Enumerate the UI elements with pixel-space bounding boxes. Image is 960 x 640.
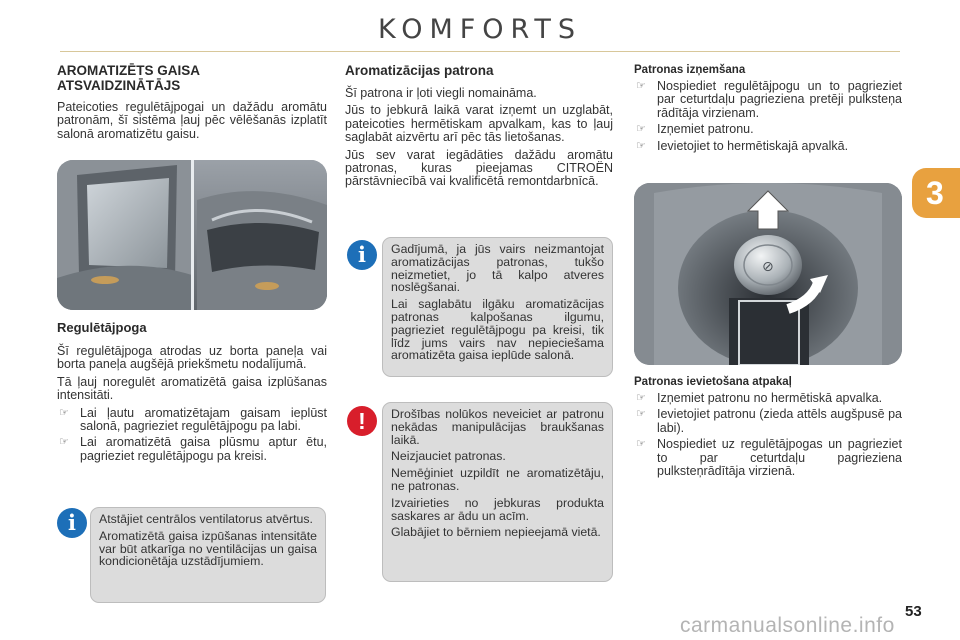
header-divider [60, 51, 900, 52]
col1-header [57, 63, 327, 145]
pointing-finger-icon: ☞ [59, 436, 69, 449]
list-item [634, 438, 902, 478]
warning-icon: ! [347, 406, 377, 436]
removal-title: Patronas izņemšana [634, 64, 746, 76]
cartridge-photo [634, 183, 902, 365]
info-box-cartridge [382, 237, 613, 377]
col3-removal [634, 64, 902, 156]
col3-refit [634, 376, 902, 481]
col1-body [57, 320, 327, 466]
pointing-finger-icon: ☞ [636, 80, 646, 92]
pointing-finger-icon: ☞ [636, 408, 646, 421]
list-item-text: Ievietojiet to hermētiskajā apvalkā. [657, 138, 849, 153]
list-item [57, 436, 327, 463]
pointing-finger-icon: ☞ [59, 406, 69, 419]
list-item [634, 392, 902, 405]
subsection-title: Regulētājpoga [57, 320, 147, 335]
list-item [634, 80, 902, 120]
chapter-tab [912, 168, 960, 218]
watermark-text: carmanualsonline.info [680, 614, 895, 637]
page-number: 53 [905, 603, 922, 620]
list-item-text: Izņemiet patronu. [657, 122, 754, 137]
section-title-line1: AROMATIZĒTS GAISA [57, 63, 200, 78]
col2-body [345, 63, 613, 193]
pointing-finger-icon: ☞ [636, 123, 646, 136]
list-item-text: Nospiediet uz regulētājpogas un pagrieziet to par ceturtdaļu pagrieziena pulksteņrādītāja virzienā. [657, 437, 902, 479]
intro-paragraph: Pateicoties regulētājpogai un dažādu aromātu patronām, šī sistēma ļauj pēc vēlēšanās izplatīt salonā aromatizētu gaisu. [57, 100, 327, 141]
list-item [634, 123, 902, 136]
warning-text: Drošības nolūkos neveiciet ar patronu nekādas manipulācijas braukšanas laikā. [391, 407, 604, 447]
refit-list [634, 392, 902, 478]
paragraph-storage: Jūs to jebkurā laikā varat izņemt un uzglabāt, pateicoties hermētiskam apvalkam, kas to ļauj saglabāt aizvērtu arī pēc tās lietošanas. [345, 103, 613, 145]
list-item [634, 408, 902, 435]
warning-text: Izvairieties no jebkuras produkta saskares ar ādu un acīm. [391, 495, 604, 523]
refit-title: Patronas ievietošana atpakaļ [634, 376, 792, 388]
list-item-text: Nospiediet regulētājpogu un to pagrieziet par ceturtdaļu pagrieziena pretēji pulksteņa rādītāja virzienam. [657, 79, 902, 120]
chapter-number: 3 [926, 175, 944, 211]
info-text: Aromatizētā gaisa izpūšanas intensitāte var būt atkarīga no ventilācijas un gaisa kondicionētāja uzstādījumiem. [99, 528, 317, 569]
dashboard-illustration [57, 160, 327, 310]
warning-box-safety [382, 402, 613, 582]
info-box-ventilators [90, 507, 326, 603]
bullet-list [57, 407, 327, 464]
page-header-title: KOMFORTS [378, 14, 582, 45]
paragraph-purchase: Jūs sev varat iegādāties dažādu aromātu patronas, kuras pieejamas CITROËN pārstāvniecībā vai kvalificētā remontdarbnīcā. [345, 147, 613, 189]
list-item [57, 407, 327, 434]
warning-text: Neizjauciet patronas. [391, 449, 506, 464]
cartridge-illustration [634, 183, 902, 365]
cartridge-section-title: Aromatizācijas patrona [345, 63, 494, 78]
info-icon: i [57, 508, 87, 538]
svg-text:⊘: ⊘ [762, 259, 774, 275]
list-item-text: Lai ļautu aromatizētajam gaisam ieplūst salonā, pagrieziet regulētājpogu pa labi. [80, 405, 327, 434]
list-item-text: Ievietojiet patronu (zieda attēls augšpusē pa labi). [657, 407, 902, 435]
info-text: Atstājiet centrālos ventilatorus atvērtus. [99, 512, 313, 526]
pointing-finger-icon: ☞ [636, 392, 646, 404]
section-title-line2: ATSVAIDZINĀTĀJS [57, 78, 181, 93]
info-icon: i [347, 240, 377, 270]
list-item [634, 140, 902, 153]
pointing-finger-icon: ☞ [636, 139, 646, 152]
warning-text: Glabājiet to bērniem nepieejamā vietā. [391, 525, 601, 540]
list-item-text: Izņemiet patronu no hermētiskā apvalka. [657, 391, 883, 405]
warning-text: Nemēģiniet uzpildīt ne aromatizētāju, ne patronas. [391, 466, 604, 493]
pointing-finger-icon: ☞ [636, 438, 646, 451]
paragraph-location: Šī regulētājpoga atrodas uz borta paneļa vai borta paneļa augšējā priekšmetu nodalījumā. [57, 344, 327, 372]
paragraph-replace: Šī patrona ir ļoti viegli nomaināma. [345, 86, 537, 100]
list-item-text: Lai aromatizētā gaisa plūsmu aptur ētu, pagrieziet regulētājpogu pa kreisi. [80, 435, 327, 463]
paragraph-intensity: Tā ļauj noregulēt aromatizētā gaisa izplūšanas intensitāti. [57, 374, 327, 403]
info-text: Lai saglabātu ilgāku aromatizācijas patronas kalpošanas ilgumu, pagrieziet regulētājpogu pa kreisi, tik līdz jums vairs nav nepieciešama aromatizēta gaisa ieplūde salonā. [391, 297, 604, 363]
removal-list [634, 80, 902, 153]
info-text: Gadījumā, ja jūs vairs neizmantojat aromatizācijas patronas, tukšo neizmetiet, jo tā kalpo atveres noslēgšanai. [391, 242, 604, 295]
dashboard-photo [57, 160, 327, 310]
